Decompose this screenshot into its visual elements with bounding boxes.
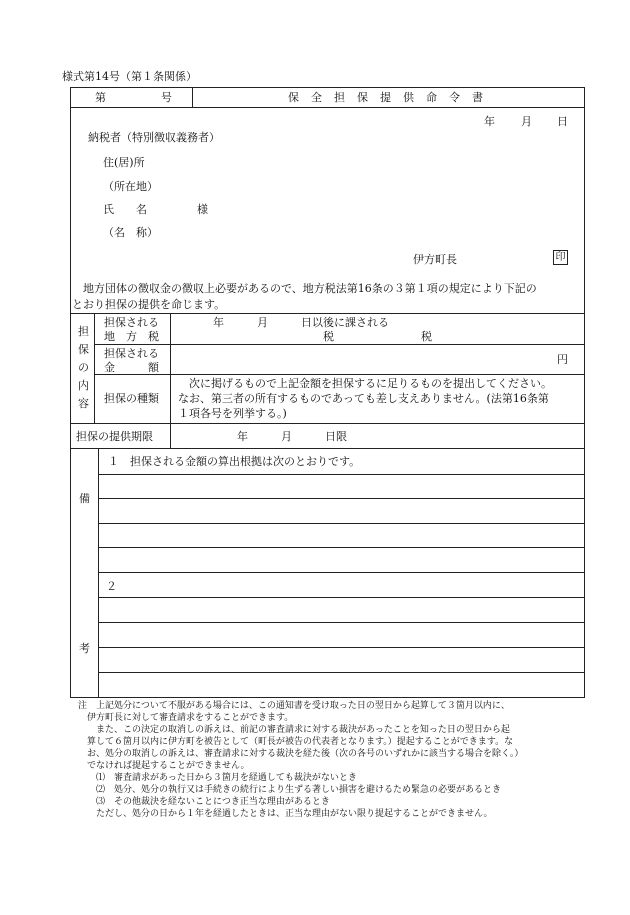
row1-value-tax-b: 税: [421, 330, 432, 343]
issuer-name: 伊方町長: [413, 253, 457, 266]
taxpayer-corp-name-label: （名 称）: [103, 226, 158, 239]
date-year: 年: [484, 115, 495, 128]
row3-label: 担保の種類: [104, 392, 159, 405]
note-line-10: ただし、処分の日から１年を経過したときは、正当な理由がない限り提起することができません。: [78, 809, 493, 819]
body-text-line-2: とおり担保の提供を命じます。: [72, 298, 226, 311]
frame-right: [584, 87, 585, 698]
taxpayer-name-label: 氏 名: [103, 203, 147, 216]
row2-label-line1: 担保される: [104, 347, 159, 360]
number-label: 第 号: [95, 91, 172, 104]
deadline-label: 担保の提供期限: [76, 430, 153, 443]
seal-box: 印: [553, 250, 568, 265]
row3-value-line1: 次に掲げるもので上記金額を担保するに足りるものを提出してください。: [189, 377, 552, 390]
note-line-2: 伊方町長に対して審査請求をすることができます。: [78, 713, 294, 723]
deadline-value: 年 月 日限: [237, 430, 347, 443]
row3-value-line3: １項各号を列挙する。): [178, 407, 287, 420]
note-line-8: ⑵ 処分、処分の執行又は手続きの続行により生ずる著しい損害を避けるため緊急の必要があるとき: [78, 785, 502, 795]
taxpayer-label: 納税者（特別徴収義務者）: [88, 131, 220, 144]
taxpayer-honorific: 様: [197, 203, 208, 216]
row2-label-line2: 金 額: [104, 361, 159, 374]
note-line-6: でなければ提起することができません。: [78, 761, 250, 771]
taxpayer-address-label: 住(居)所: [103, 156, 145, 169]
note-line-4: 算して６箇月以内に伊方町を被告として（町長が被告の代表者となります。）提起することができます。な: [78, 737, 514, 747]
document-title: 保全担保提供命令書: [288, 91, 495, 104]
row1-label-line2: 地 方 税: [104, 330, 159, 343]
date-day: 日: [557, 115, 568, 128]
frame-top: [70, 87, 585, 88]
remarks-item-1: １ 担保される金額の算出根拠は次のとおりです。: [108, 455, 361, 468]
row1-value-tax-a: 税: [323, 330, 334, 343]
note-line-9: ⑶ その他裁決を経ないことにつき正当な理由があるとき: [78, 797, 330, 807]
row2-value-yen: 円: [557, 353, 568, 366]
frame-bottom: [70, 697, 585, 698]
remarks-item-2: ２: [106, 580, 117, 593]
note-line-1: 注 上記処分について不服がある場合には、この通知書を受け取った日の翌日から起算して３箇月以内に、: [78, 701, 510, 711]
note-line-5: お、処分の取消しの訴えは、審査請求に対する裁決を経た後（次の各号のいずれかに該当する場合を除く。）: [78, 749, 524, 759]
note-line-3: また、この決定の取消しの訴えは、前記の審査請求に対する裁決があったことを知った日の翌日から起: [78, 725, 510, 735]
content-side-label-4: 内: [78, 379, 89, 392]
frame-left: [70, 87, 71, 698]
content-side-label-1: 担: [78, 325, 89, 338]
form-number: 様式第14号（第１条関係）: [62, 70, 197, 83]
date-month: 月: [521, 115, 532, 128]
content-side-label-2: 保: [78, 343, 89, 356]
row3-value-line2: なお、第三者の所有するものであっても差し支えありません。(法第16条第: [178, 392, 549, 405]
remarks-side-label-bottom: 考: [79, 642, 90, 655]
note-line-7: ⑴ 審査請求があった日から３箇月を経過しても裁決がないとき: [78, 773, 357, 783]
content-side-label-3: の: [78, 361, 89, 374]
row1-value-line1: 年 月 日以後に課される: [213, 316, 389, 329]
taxpayer-location-label: （所在地）: [103, 180, 158, 193]
body-text-line-1: 地方団体の徴収金の徴収上必要があるので、地方税法第16条の３第１項の規定により下記の: [72, 282, 537, 295]
row1-label-line1: 担保される: [104, 316, 159, 329]
content-side-label-5: 容: [78, 397, 89, 410]
remarks-side-label-top: 備: [79, 492, 90, 505]
